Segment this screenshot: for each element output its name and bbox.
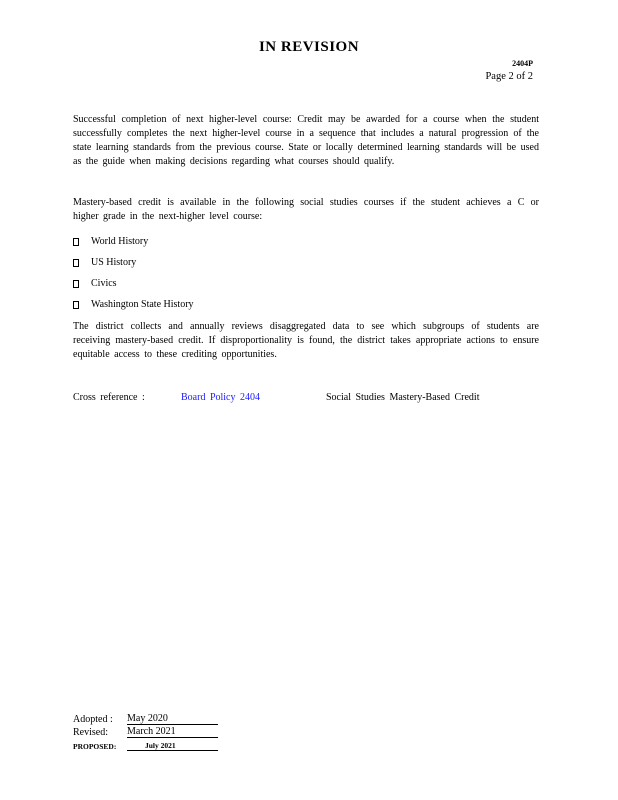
- list-item: [73, 252, 194, 273]
- revised-date: March 2021: [127, 726, 218, 738]
- adopted-label: Adopted :: [73, 714, 113, 725]
- paragraph-mastery-credit: Mastery-based credit is available in the following social studies courses if the student achieves a C or higher grade in the next-higher level course:: [73, 197, 539, 222]
- adopted-date: May 2020: [127, 713, 218, 725]
- list-item: [73, 273, 194, 294]
- page-title: IN REVISION: [258, 39, 360, 55]
- paragraph-disaggregated-data: The district collects and annually reviews disaggregated data to see which subgroups of students are receiving mastery-based credit. If disproportionality is found, the district takes appropriate actions to ensure equitable access to these crediting opportunities.: [73, 321, 539, 360]
- list-item-label: World History: [91, 236, 149, 247]
- adoption-history: [73, 712, 218, 751]
- policy-number: 2404P: [512, 59, 533, 68]
- cross-reference-label: Cross reference :: [73, 392, 145, 403]
- list-item-label: US History: [91, 257, 137, 268]
- revised-row: [73, 725, 218, 738]
- list-item: [73, 294, 194, 315]
- revised-label: Revised:: [73, 727, 108, 738]
- adopted-row: [73, 712, 218, 725]
- page-number: Page 2 of 2: [485, 71, 533, 82]
- course-list: [73, 231, 194, 315]
- list-item-label: Civics: [91, 278, 117, 289]
- proposed-date: July 2021: [127, 741, 218, 751]
- list-item-label: Washington State History: [91, 299, 194, 310]
- cross-reference-description: Social Studies Mastery-Based Credit: [326, 392, 480, 403]
- list-item: [73, 231, 194, 252]
- board-policy-link[interactable]: Board Policy 2404: [181, 392, 260, 403]
- bullet-icon: [73, 238, 79, 246]
- paragraph-next-higher-course: Successful completion of next higher-level course: Credit may be awarded for a course when the student successfully completes the next higher-level course in a sequence that includes a natural progression of the state learning standards from the previous course. State or locally determined learning standards will be used as the guide when making decisions regarding what courses should qualify.: [73, 114, 539, 167]
- bullet-icon: [73, 301, 79, 309]
- bullet-icon: [73, 259, 79, 267]
- bullet-icon: [73, 280, 79, 288]
- proposed-label: PROPOSED:: [73, 742, 117, 751]
- proposed-row: [73, 738, 218, 751]
